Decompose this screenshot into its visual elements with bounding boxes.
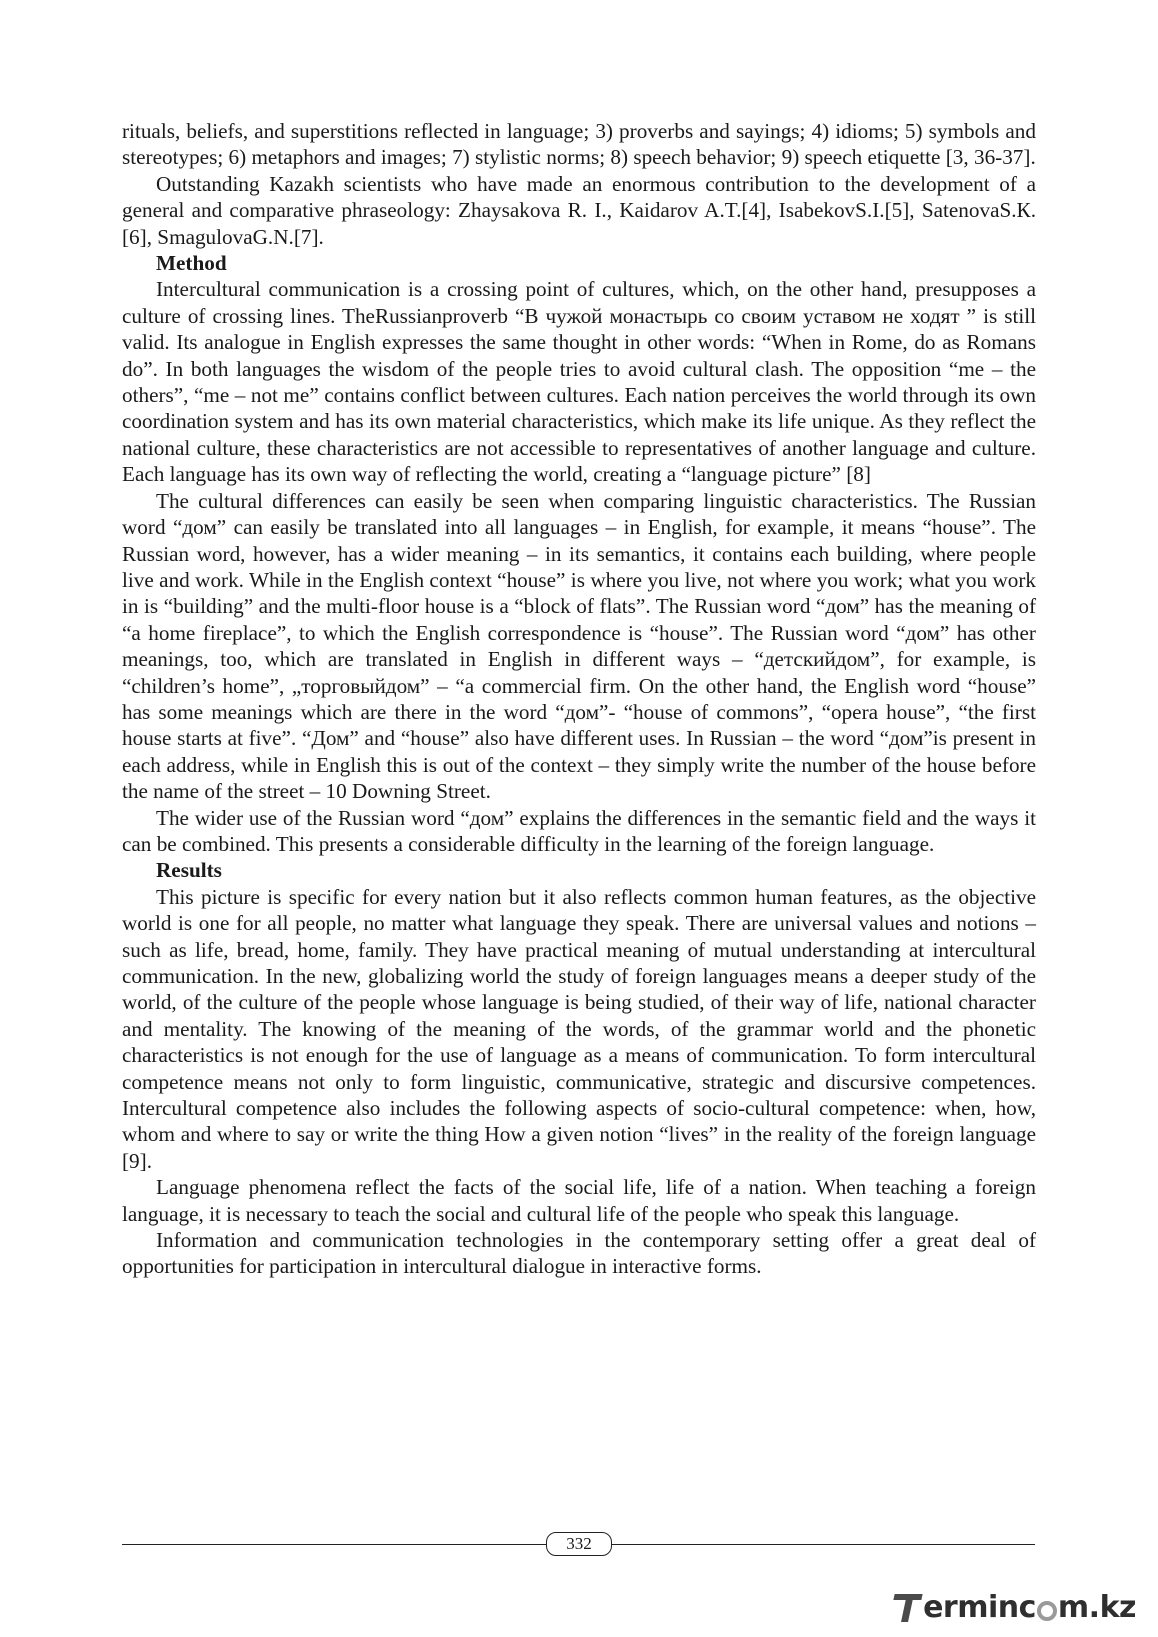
paragraph-specific-picture: This picture is specific for every nation but it also reflects common human features, as the objective world is one for all people, no matter what language they speak. There are universal values and notions – such as life, bread, home, family. They have practical meaning of mutual understanding at intercultural communication. In the new, globalizing world the study of foreign languages means a deeper study of the world, of the culture of the people whose language is being studied, of their way of life, national character and mentality. The knowing of the meaning of the words, of the grammar world and the phonetic characteristics is not enough for the use of language as a means of communication. To form intercultural competence means not only to form linguistic, communicative, strategic and discursive competences. Intercultural competence also includes the following aspects of socio-cultural competence: when, how, whom and where to say or write the thing How a given notion “lives” in the reality of the foreign language [9]. <box>122 884 1036 1173</box>
watermark-o-icon <box>1037 1601 1057 1621</box>
section-heading-method: Method <box>156 251 227 276</box>
watermark-text-1: ermin <box>923 1590 1019 1625</box>
paragraph-intercultural-communication: Intercultural communication is a crossing point of cultures, which, on the other hand, presupposes a culture of crossing lines. TheRussianproverb “В чужой монастырь со своим уставом не ходят ” is still valid. Its analogue in English expresses the same thought in other words: “When in Rome, do as Romans do”. In both languages the wisdom of the people tries to avoid cultural clash. The opposition “me – the others”, “me – not me” contains conflict between cultures. Each nation perceives the world through its own coordination system and has its own material characteristics, which make its life unique. As they reflect the national culture, these characteristics are not accessible to representatives of another language and culture. Each language has its own way of reflecting the world, creating a “language picture” [8] <box>122 277 1036 487</box>
watermark-t-icon <box>894 1592 922 1624</box>
paragraph-language-phenomena: Language phenomena reflect the facts of the social life, life of a nation. When teaching a foreign language, it is necessary to teach the social and cultural life of the people who speak this language. <box>122 1175 1036 1226</box>
paragraph-cultural-differences: The cultural differences can easily be seen when comparing linguistic characteristics. The Russian word “дом” can easily be translated into all languages – in English, for example, it means “house”. The Russian word, however, has a wider meaning – in its semantics, it contains each building, where people live and work. While in the English context “house” is where you live, not where you work; what you work in is “building” and the multi-floor house is a “block of flats”. The Russian word “дом” has the meaning of “a home fireplace”, to which the English correspondence is “house”. The Russian word “дом” has other meanings, too, which are translated in English in different ways – “детскийдом”, for example, is “children’s home”, „торговыйдом” – “a commercial firm. On the other hand, the English word “house” has some meanings which are there in the word “дом”- “house of commons”, “opera house”, “the first house starts at five”. “Дом” and “house” also have different uses. In Russian – the word “дом”is present in each address, while in English this is out of the context – they simply write the number of the house before the name of the street – 10 Downing Street. <box>122 488 1036 804</box>
paragraph-kazakh-scientists: Outstanding Kazakh scientists who have made an enormous contribution to the development of a general and comparative phraseology: Zhaysakova R. I., Kaidarov A.T.[4], IsabekovS.I.[5], SatenovaS.К.[6], SmagulovaG.N.[7]. <box>122 171 1036 249</box>
watermark-text-2: c <box>1018 1590 1036 1625</box>
footer-rule-right <box>612 1544 1035 1545</box>
page-body <box>122 118 1036 1280</box>
paragraph-continuation: rituals, beliefs, and superstitions reflected in language; 3) proverbs and sayings; 4) idioms; 5) symbols and stereotypes; 6) metaphors and images; 7) stylistic norms; 8) speech behavior; 9) speech etiquette [3, 36-37]. <box>122 119 1036 170</box>
paragraph-wider-use: The wider use of the Russian word “дом” explains the differences in the semantic field and the ways it can be combined. This presents a considerable difficulty in the learning of the foreign language. <box>122 805 1036 856</box>
paragraph-ict: Information and communication technologies in the contemporary setting offer a great deal of opportunities for participation in intercultural dialogue in interactive forms. <box>122 1228 1036 1279</box>
page-number: 332 <box>546 1532 612 1556</box>
section-heading-results: Results <box>156 858 222 883</box>
footer-rule-left <box>122 1544 546 1545</box>
watermark-logo <box>894 1590 1136 1625</box>
watermark-text-3: m.kz <box>1057 1590 1136 1625</box>
